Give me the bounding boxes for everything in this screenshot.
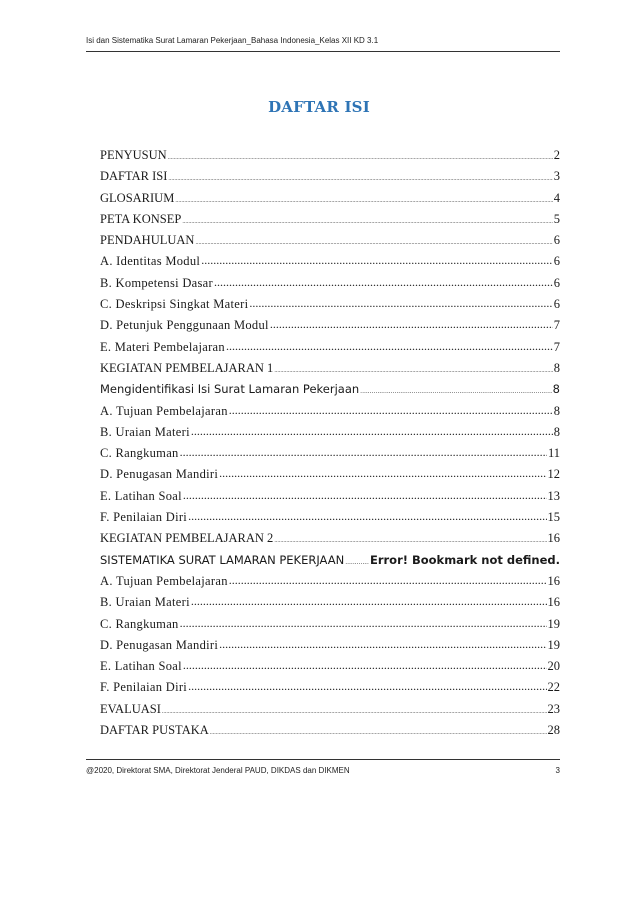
- toc-dot-leader: [214, 275, 553, 290]
- toc-entry[interactable]: [100, 702, 560, 723]
- toc-entry-label: A. Identitas Modul: [100, 254, 201, 269]
- toc-entry[interactable]: [100, 340, 560, 361]
- toc-dot-leader: [168, 176, 552, 182]
- toc-entry-label: B. Uraian Materi: [100, 595, 190, 610]
- toc-entry-label: F. Penilaian Diri: [100, 680, 188, 695]
- toc-entry-page: 22: [547, 680, 560, 695]
- toc-entry-page: 8: [553, 424, 560, 439]
- toc-entry[interactable]: [100, 659, 560, 680]
- toc-entry[interactable]: [100, 361, 560, 382]
- toc-entry-page: 6: [553, 275, 560, 290]
- toc-dot-leader: [229, 573, 547, 588]
- toc-entry-label: B. Uraian Materi: [100, 424, 190, 439]
- toc-entry[interactable]: [100, 169, 560, 190]
- toc-entry-label: E. Latihan Soal: [100, 488, 182, 503]
- toc-entry[interactable]: [100, 723, 560, 744]
- toc-entry-label: E. Materi Pembelajaran: [100, 339, 225, 354]
- toc-entry-label: E. Latihan Soal: [100, 659, 182, 674]
- toc-entry-label: SISTEMATIKA SURAT LAMARAN PEKERJAAN: [100, 552, 345, 567]
- toc-entry-page: 23: [547, 701, 560, 716]
- toc-entry-page: 19: [547, 637, 560, 652]
- toc-entry[interactable]: [100, 212, 560, 233]
- toc-entry[interactable]: [100, 425, 560, 446]
- toc-dot-leader: [270, 317, 553, 332]
- toc-entry-page: 6: [553, 297, 560, 312]
- toc-entry-page: 3: [553, 169, 560, 184]
- toc-entry-page: 6: [553, 254, 560, 269]
- toc-entry[interactable]: [100, 233, 560, 254]
- toc-entry-label: DAFTAR PUSTAKA: [100, 723, 209, 738]
- toc-dot-leader: [195, 240, 552, 246]
- toc-entry-label: GLOSARIUM: [100, 190, 175, 205]
- toc-entry[interactable]: [100, 382, 560, 403]
- toc-dot-leader: [168, 155, 553, 161]
- toc-dot-leader: [201, 253, 553, 268]
- toc-entry[interactable]: [100, 318, 560, 339]
- toc-entry-label: PENDAHULUAN: [100, 233, 195, 248]
- toc-entry-page: 2: [553, 148, 560, 162]
- toc-dot-leader: [345, 559, 369, 566]
- toc-entry-page: 20: [547, 659, 560, 674]
- toc-dot-leader: [180, 616, 547, 631]
- toc-dot-leader: [183, 658, 547, 673]
- toc-entry[interactable]: [100, 446, 560, 467]
- toc-entry[interactable]: [100, 617, 560, 638]
- toc-dot-leader: [175, 198, 552, 204]
- running-header: Isi dan Sistematika Surat Lamaran Pekerjaan_Bahasa Indonesia_Kelas XII KD 3.1: [86, 36, 379, 45]
- toc-entry-label: PENYUSUN: [100, 148, 167, 162]
- toc-entry-label: D. Penugasan Mandiri: [100, 467, 219, 482]
- toc-entry-label: A. Tujuan Pembelajaran: [100, 403, 228, 418]
- toc-entry[interactable]: [100, 191, 560, 212]
- toc-entry-page: 5: [553, 211, 560, 226]
- footer-text: @2020, Direktorat SMA, Direktorat Jenderal PAUD, DIKDAS dan DIKMEN: [86, 766, 350, 775]
- toc-entry[interactable]: [100, 489, 560, 510]
- toc-entry-page: 12: [547, 467, 560, 482]
- toc-entry-page: 8: [553, 403, 560, 418]
- toc-entry-page: 8: [552, 382, 560, 397]
- toc-dot-leader: [162, 709, 547, 715]
- toc-entry[interactable]: [100, 276, 560, 297]
- toc-entry[interactable]: [100, 680, 560, 701]
- toc-entry-page: 8: [553, 360, 560, 375]
- toc-dot-leader: [210, 730, 547, 736]
- toc-entry-label: D. Petunjuk Penggunaan Modul: [100, 318, 269, 333]
- toc-entry[interactable]: [100, 553, 560, 574]
- toc-entry-label: A. Tujuan Pembelajaran: [100, 573, 228, 588]
- toc-dot-leader: [219, 466, 546, 481]
- toc-dot-leader: [183, 488, 547, 503]
- toc-entry-page: 16: [547, 573, 560, 588]
- toc-dot-leader: [182, 219, 552, 225]
- header-divider: [86, 51, 560, 52]
- toc-dot-leader: [274, 368, 552, 374]
- toc-entry[interactable]: [100, 404, 560, 425]
- toc-entry-label: Mengidentifikasi Isi Surat Lamaran Pekerjaan: [100, 382, 360, 397]
- toc-entry[interactable]: [100, 297, 560, 318]
- page-title: DAFTAR ISI: [268, 98, 370, 116]
- toc-entry[interactable]: [100, 467, 560, 488]
- toc-entry-label: KEGIATAN PEMBELAJARAN 2: [100, 531, 274, 546]
- toc-entry-page: 6: [553, 233, 560, 248]
- toc-entry-label: F. Penilaian Diri: [100, 510, 188, 525]
- toc-entry[interactable]: [100, 148, 560, 169]
- toc-entry[interactable]: [100, 531, 560, 552]
- toc-entry[interactable]: [100, 510, 560, 531]
- footer-page-number: 3: [555, 766, 560, 775]
- footer-divider: [86, 759, 560, 760]
- toc-dot-leader: [226, 339, 553, 354]
- toc-dot-leader: [360, 388, 552, 395]
- toc-dot-leader: [188, 509, 546, 524]
- toc-entry-label: C. Deskripsi Singkat Materi: [100, 297, 249, 312]
- toc-entry[interactable]: [100, 574, 560, 595]
- toc-entry-page: 28: [547, 723, 560, 738]
- toc-entry-label: B. Kompetensi Dasar: [100, 275, 213, 290]
- toc-entry-page: 7: [553, 339, 560, 354]
- toc-entry-page: 7: [553, 318, 560, 333]
- toc-entry-page: 16: [547, 595, 560, 610]
- toc-entry-page: 4: [553, 190, 560, 205]
- toc-entry-page: 13: [547, 488, 560, 503]
- toc-dot-leader: [180, 445, 547, 460]
- toc-entry-label: C. Rangkuman: [100, 446, 179, 461]
- toc-entry-label: KEGIATAN PEMBELAJARAN 1: [100, 360, 274, 375]
- toc-entry-page: 16: [547, 531, 560, 546]
- toc-dot-leader: [249, 296, 552, 311]
- toc-entry-label: D. Penugasan Mandiri: [100, 637, 219, 652]
- toc-entry[interactable]: [100, 254, 560, 275]
- toc-dot-leader: [191, 594, 547, 609]
- toc-entry-page: 15: [547, 510, 560, 525]
- toc-dot-leader: [274, 538, 546, 544]
- toc-entry-label: C. Rangkuman: [100, 616, 179, 631]
- toc-entry-label: PETA KONSEP: [100, 211, 182, 226]
- toc-entry[interactable]: [100, 595, 560, 616]
- toc-entry-page: Error! Bookmark not defined.: [369, 552, 560, 567]
- toc-entry-page: 11: [547, 446, 560, 461]
- toc-entry-label: DAFTAR ISI: [100, 169, 168, 184]
- toc-dot-leader: [191, 424, 553, 439]
- toc-entry-page: 19: [547, 616, 560, 631]
- toc-entry[interactable]: [100, 638, 560, 659]
- toc-dot-leader: [229, 403, 553, 418]
- toc-dot-leader: [219, 637, 546, 652]
- table-of-contents: [100, 148, 560, 744]
- toc-entry-label: EVALUASI: [100, 701, 161, 716]
- toc-dot-leader: [188, 679, 546, 694]
